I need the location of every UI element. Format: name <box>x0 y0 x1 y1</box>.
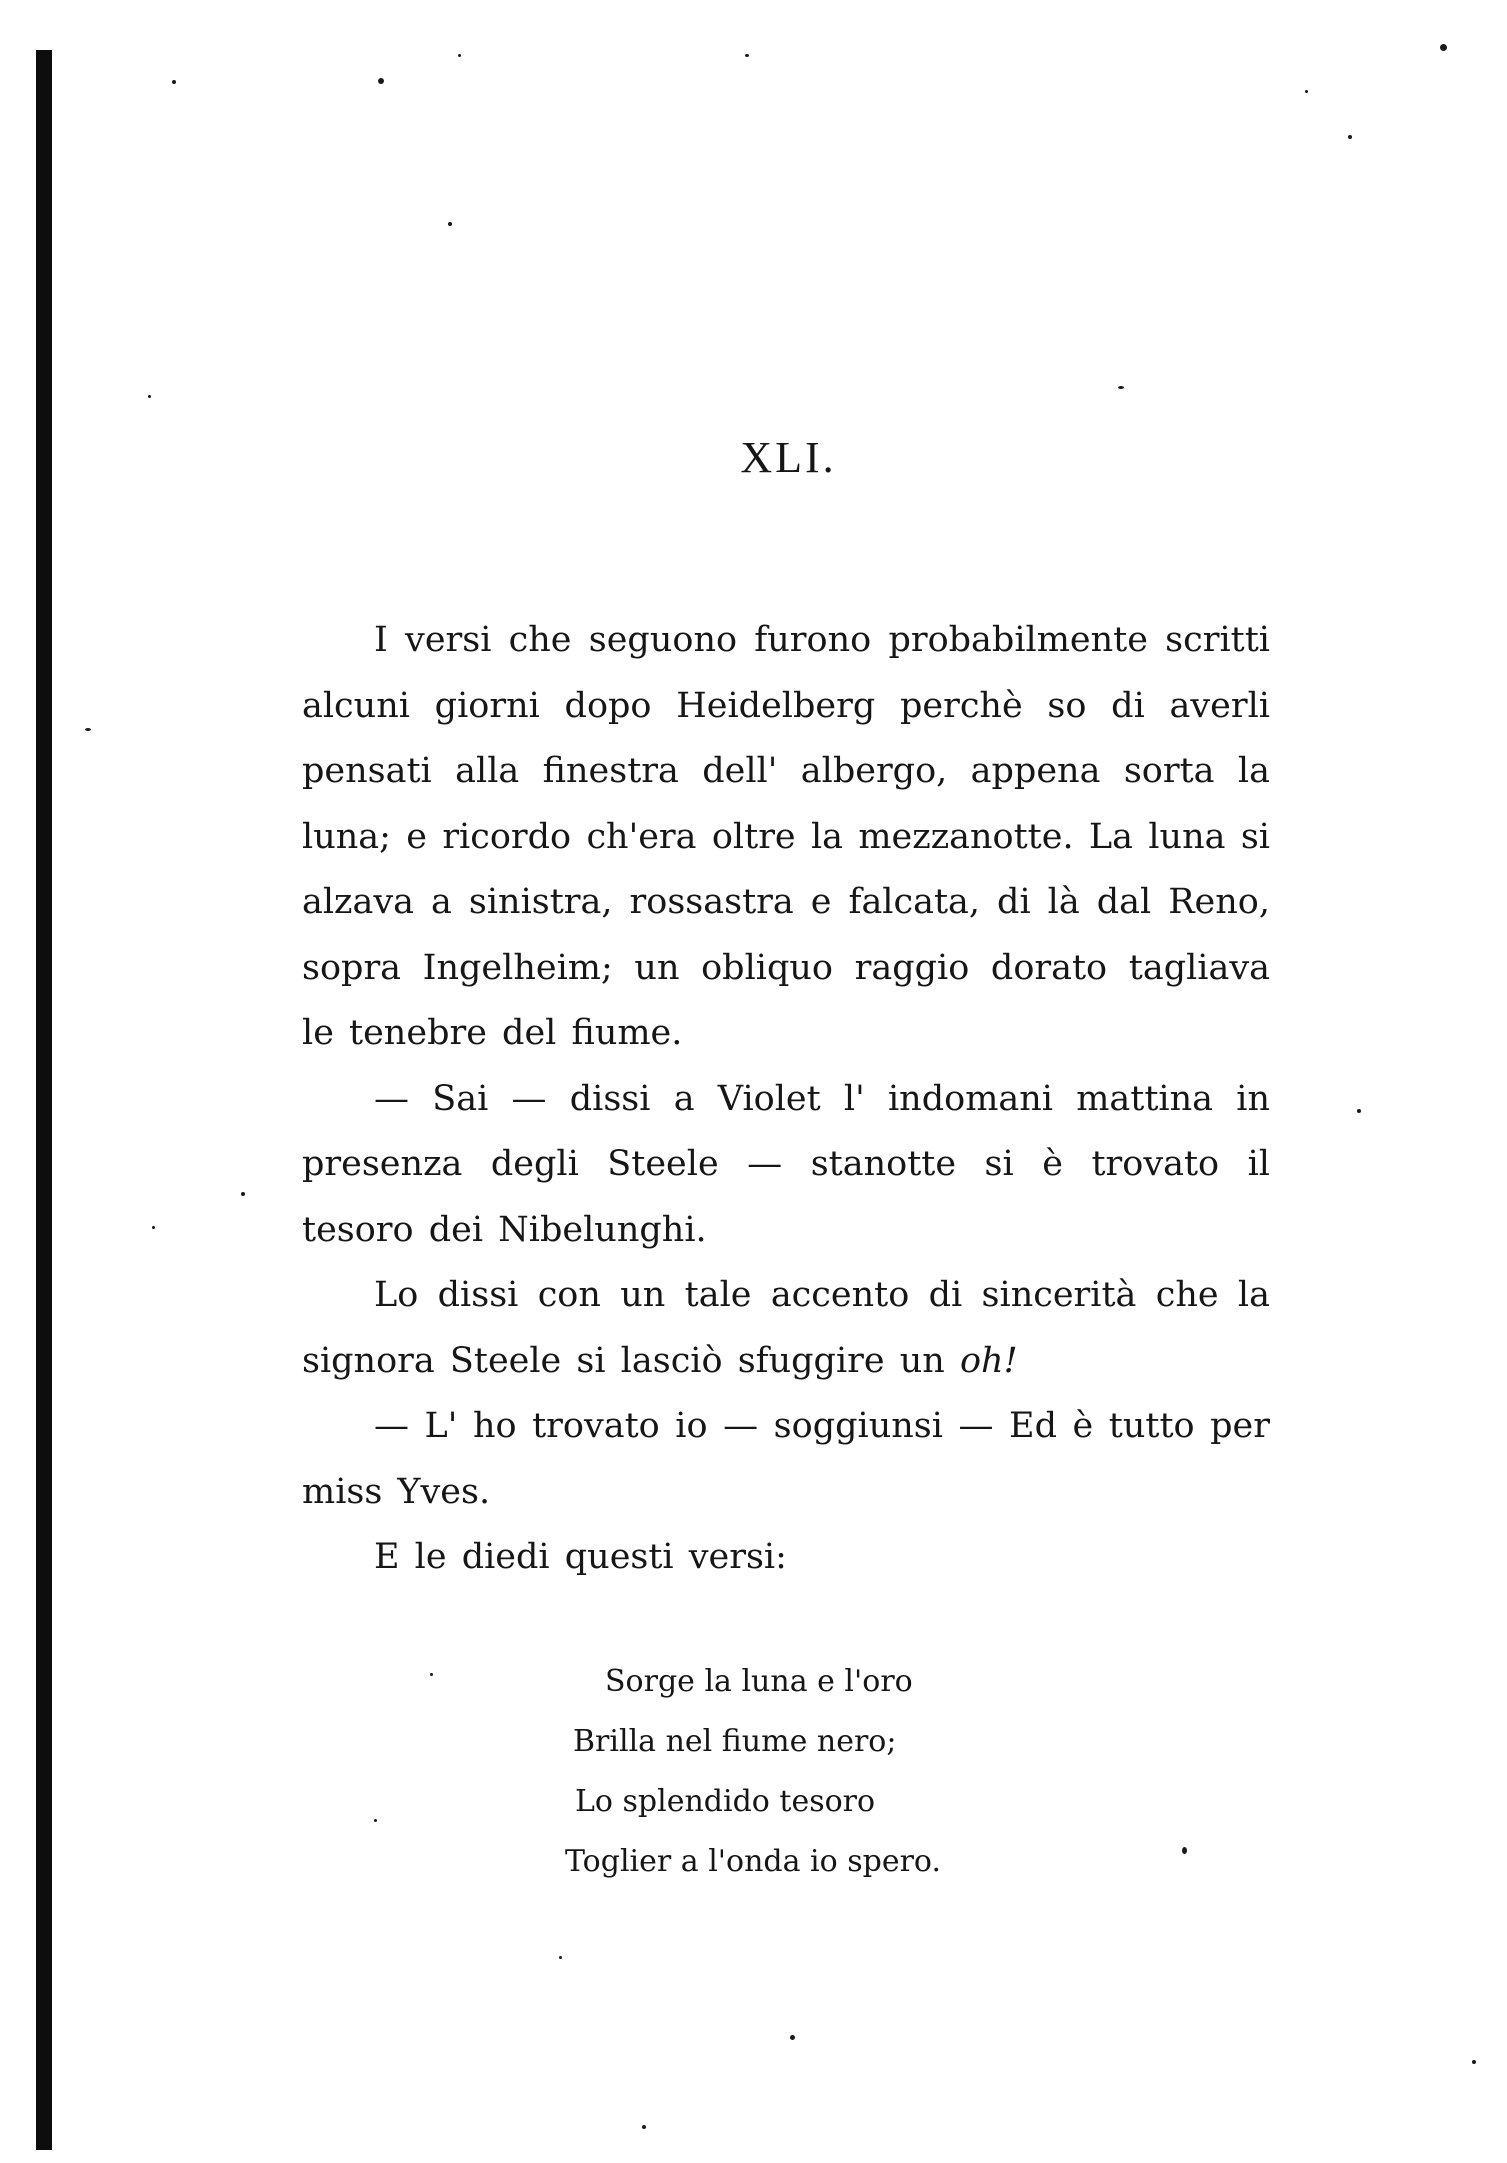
paragraph: — L' ho trovato io — soggiunsi — Ed è tutto per miss Yves. <box>302 1406 1270 1512</box>
scan-speck <box>152 1226 155 1229</box>
scan-speck <box>1348 135 1352 139</box>
verse-line: Brilla nel fiume nero; <box>573 1724 897 1759</box>
scan-speck <box>448 222 452 226</box>
scan-speck <box>1305 90 1308 93</box>
paragraph <box>302 1263 1270 1394</box>
paragraph: — Sai — dissi a Violet l' indomani mattina in presenza degli Steele — stanotte si è trovato il tesoro dei Nibelunghi. <box>302 1078 1270 1250</box>
scan-speck <box>642 2125 646 2129</box>
scan-speck <box>458 54 461 57</box>
scan-speck <box>85 728 91 731</box>
paragraph: E le diedi questi versi: <box>374 1537 787 1577</box>
paragraph: I versi che seguono furono probabilmente scritti alcuni giorni dopo Heidelberg perchè so di averli pensati alla finestra dell' albergo, appena sorta la luna; e ricordo ch'era oltre la mezzanotte. La luna si alzava a sinistra, rossastra e falcata, di là dal Reno, sopra Ingelheim; un obliquo raggio dorato tagliava le tenebre del fiume. <box>302 620 1270 1053</box>
chapter-number: XLI. <box>740 433 837 482</box>
scan-speck <box>1440 44 1447 51</box>
scan-speck <box>148 395 151 398</box>
scan-speck <box>1357 1109 1361 1113</box>
scan-speck <box>790 2035 795 2040</box>
scan-speck <box>1118 386 1124 389</box>
scan-speck <box>559 1956 562 1959</box>
verse-line: Sorge la luna e l'oro <box>605 1664 913 1699</box>
scan-speck <box>1472 2060 1476 2064</box>
scan-speck <box>1182 1847 1187 1854</box>
scan-binding-edge <box>36 50 52 2150</box>
scan-speck <box>378 78 384 84</box>
verse-line: Toglier a l'onda io spero. <box>565 1844 941 1879</box>
verse-stanza <box>565 1652 941 1892</box>
paragraph-text: Lo dissi con un tale accento di sincerità che la signora Steele si lasciò sfuggire un <box>302 1275 1270 1381</box>
scan-speck <box>430 1673 433 1676</box>
scan-speck <box>241 1192 245 1196</box>
verse-line: Lo splendido tesoro <box>575 1784 876 1819</box>
chapter-body <box>302 608 1270 1591</box>
italic-exclamation: oh! <box>959 1340 1018 1381</box>
scan-speck <box>745 54 749 57</box>
scan-speck <box>172 80 176 84</box>
scan-speck <box>374 1819 377 1822</box>
